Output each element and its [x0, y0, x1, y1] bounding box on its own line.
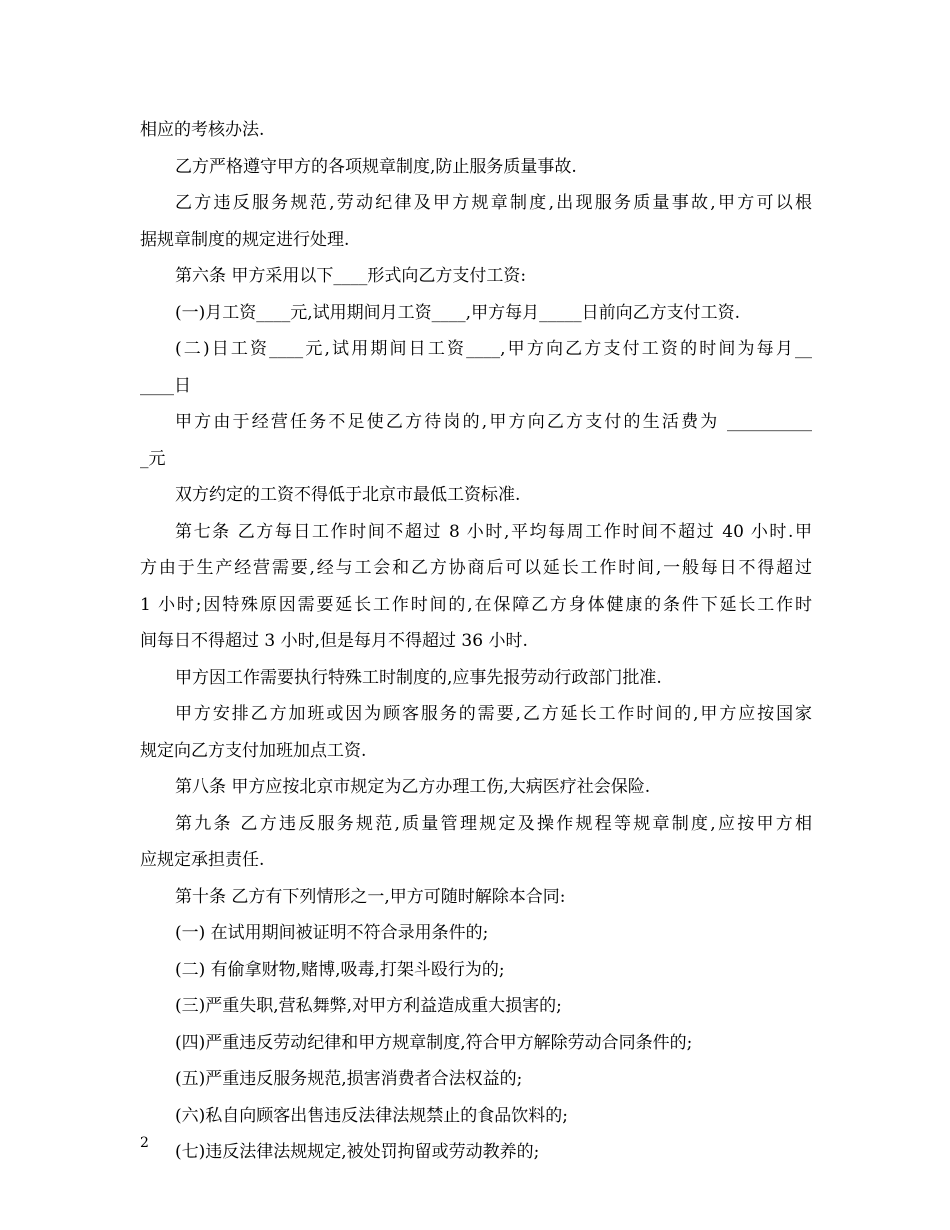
page-number: 2 — [140, 1135, 149, 1151]
text-line: 1 小时;因特殊原因需要延长工作时间的,在保障乙方身体健康的条件下延长工作时 — [140, 594, 812, 615]
text-line: _元 — [140, 448, 166, 469]
document-body — [140, 112, 812, 1171]
text-line: 第八条 甲方应按北京市规定为乙方办理工伤,大病医疗社会保险. — [175, 777, 651, 797]
text-line: 甲方安排乙方加班或因为顾客服务的需要,乙方延长工作时间的,甲方应按国家 — [175, 704, 812, 724]
text-line: 规定向乙方支付加班加点工资. — [140, 740, 367, 761]
text-line: 据规章制度的规定进行处理. — [140, 229, 350, 250]
text-line: (二)日工资____元,试用期间日工资____,甲方向乙方支付工资的时间为每月__ — [175, 339, 812, 359]
text-line: (五)严重违反服务规范,损害消费者合法权益的; — [175, 1069, 523, 1089]
text-line: 双方约定的工资不得低于北京市最低工资标准. — [175, 485, 521, 505]
text-line: 第十条 乙方有下列情形之一,甲方可随时解除本合同: — [175, 886, 566, 907]
text-line: 甲方由于经营任务不足使乙方待岗的,甲方向乙方支付的生活费为 __________ — [175, 412, 812, 432]
text-line: (三)严重失职,营私舞弊,对甲方利益造成重大损害的; — [175, 996, 562, 1016]
text-line: (四)严重违反劳动纪律和甲方规章制度,符合甲方解除劳动合同条件的; — [175, 1032, 693, 1053]
text-line: 第七条 乙方每日工作时间不超过 8 小时,平均每周工作时间不超过 40 小时.甲 — [175, 521, 812, 542]
text-line: 方由于生产经营需要,经与工会和乙方协商后可以延长工作时间,一般每日不得超过 — [140, 558, 812, 578]
text-line: (二) 有偷拿财物,赌博,吸毒,打架斗殴行为的; — [175, 959, 505, 980]
text-line: 第九条 乙方违反服务规范,质量管理规定及操作规程等规章制度,应按甲方相 — [175, 813, 812, 834]
text-line: ____日 — [140, 375, 191, 396]
text-line: 甲方因工作需要执行特殊工时制度的,应事先报劳动行政部门批准. — [175, 667, 662, 688]
text-line: (一) 在试用期间被证明不符合录用条件的; — [175, 923, 489, 943]
text-line: 乙方严格遵守甲方的各项规章制度,防止服务质量事故. — [175, 156, 577, 177]
text-line: 间每日不得超过 3 小时,但是每月不得超过 36 小时. — [140, 631, 528, 651]
text-line: (六)私自向顾客出售违反法律法规禁止的食品饮料的; — [175, 1105, 568, 1126]
text-line: 第六条 甲方采用以下____形式向乙方支付工资: — [175, 266, 527, 286]
text-line: 乙方违反服务规范,劳动纪律及甲方规章制度,出现服务质量事故,甲方可以根 — [175, 193, 812, 213]
text-line: (一)月工资____元,试用期间月工资____,甲方每月_____日前向乙方支付工资. — [175, 302, 740, 323]
text-line: 相应的考核办法. — [140, 120, 265, 140]
text-line: 应规定承担责任. — [140, 850, 265, 870]
text-line: (七)违反法律法规规定,被处罚拘留或劳动教养的; — [175, 1142, 540, 1162]
